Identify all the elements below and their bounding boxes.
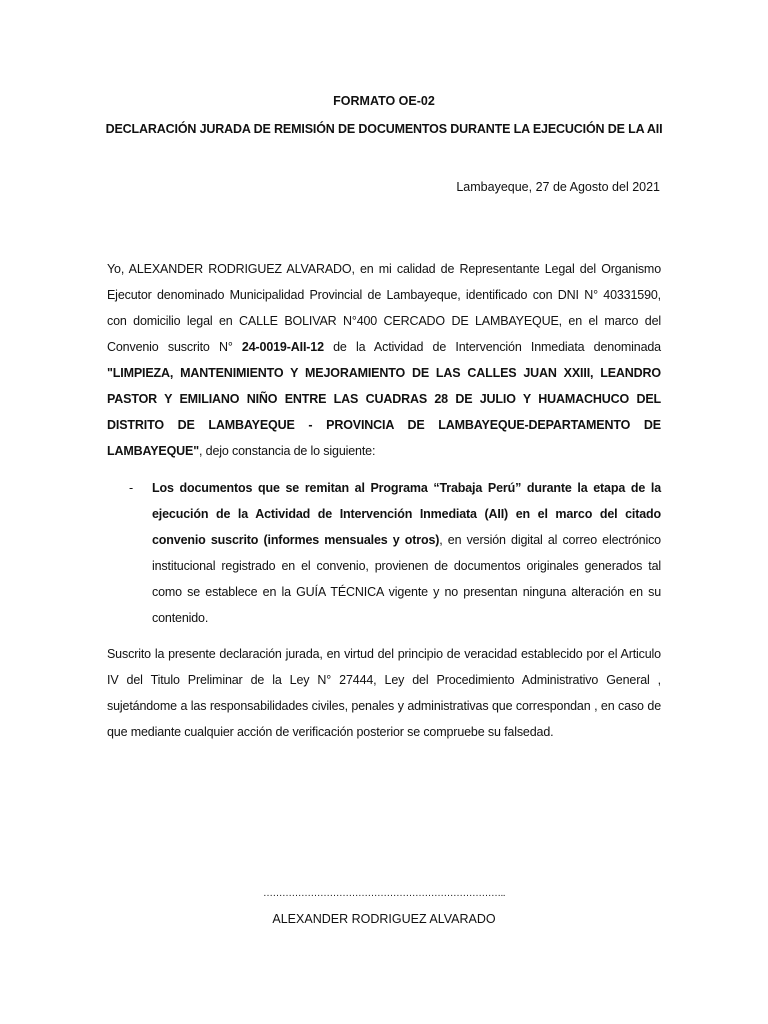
signature-name: ALEXANDER RODRIGUEZ ALVARADO xyxy=(272,912,496,926)
closing-paragraph: Suscrito la presente declaración jurada, en virtud del principio de veracidad establecido por el Articulo IV del Titulo Preliminar de la Ley N° 27444, Ley del Procedimiento Administrativo General , sujetándome a las responsabilidades civiles, penales y administrativas que correspondan , en caso de que mediante cualquier acción de verificación posterior se compruebe su falsedad. xyxy=(107,647,661,739)
date-line: Lambayeque, 27 de Agosto del 2021 xyxy=(456,180,660,194)
format-title: FORMATO OE-02 xyxy=(333,94,435,108)
signature-line: ………………………………………………………………….. xyxy=(262,888,506,899)
document-subtitle xyxy=(0,122,768,136)
activity-intro-text: de la Actividad de Intervención Inmediata denominada xyxy=(323,340,661,354)
declarant-intro-text: Yo, ALEXANDER RODRIGUEZ ALVARADO, en mi calidad de Representante Legal del Organismo Ejecutor denominado Municipalidad Provincial de Lambayeque, identificado con DNI N° 40331590, con domicilio legal en CALLE BOLIVAR N°400 CERCADO DE LAMBAYEQUE, en el marco del Convenio suscrito N° xyxy=(107,262,661,354)
activity-name: "LIMPIEZA, MANTENIMIENTO Y MEJORAMIENTO DE LAS CALLES JUAN XXIII, LEANDRO PASTOR Y EMILIANO NIÑO ENTRE LAS CUADRAS 28 DE JULIO Y HUAMACHUCO DEL DISTRITO DE LAMBAYEQUE - PROVINCIA DE LAMBAYEQUE-DEPARTAMENTO DE LAMBAYEQUE" xyxy=(107,366,661,458)
convenio-number: 24-0019-AII-12 xyxy=(241,340,324,354)
subtitle-text: DECLARACIÓN JURADA DE REMISIÓN DE DOCUMENTOS DURANTE LA EJECUCIÓN DE LA AII xyxy=(105,122,663,136)
bullet-bold-text: Los documentos que se remitan al Programa “Trabaja Perú” durante la etapa de la ejecución de la Actividad de Intervención Inmediata (AII) en el marco del citado convenio suscrito (informes mensuales y otros) xyxy=(152,481,661,547)
declaration-paragraph xyxy=(107,256,661,464)
bullet-item xyxy=(152,475,661,631)
paragraph-closing-text: , dejo constancia de lo siguiente: xyxy=(199,444,376,458)
bullet-marker: - xyxy=(129,481,134,495)
bullet-normal-text: , en versión digital al correo electrónico institucional registrado en el convenio, provienen de documentos originales generados tal como se establece en la GUÍA TÉCNICA vigente y no presentan ninguna alteración en su contenido. xyxy=(152,533,661,625)
